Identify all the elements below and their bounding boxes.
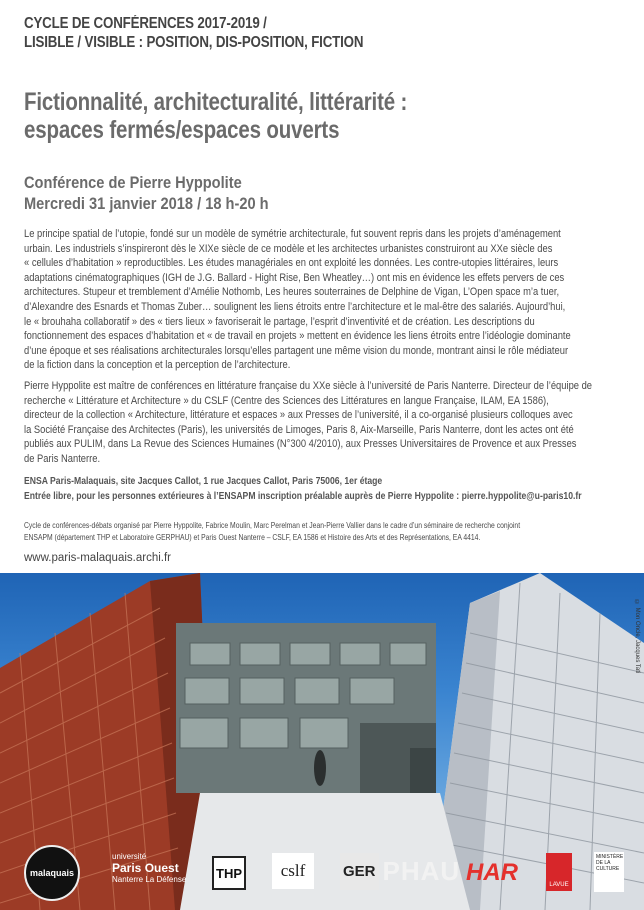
abstract-line: d’Alexandre des Esnards et Thomas Zuber… soulignent les liens étroits entre l’architecture et le mal-être des salariés. Aujourd’hui, <box>24 300 566 313</box>
universite-paris-ouest-logo[interactable] <box>112 852 194 898</box>
cycle-title <box>24 14 540 52</box>
conference-info <box>24 172 454 214</box>
abstract-line: architectures. Stupeur et tremblement d’Amélie Nothomb, Les heures souterraines de Delphine de Vigan, L’Open space m’a tuer, <box>24 286 560 299</box>
abstract-line: le « brouhaha collaboratif » des « tiers lieux » favoriserait le partage, l’esprit d’inventivité et de création. Les descriptions du <box>24 315 535 328</box>
abstract-line: fonctionnement des espaces d’habitation et « de travail en projets » mettent en évidence les liens étroits entre l’idéologie dominante <box>24 330 571 343</box>
ministere-logo-text: MINISTÈRE DE LA CULTURE <box>596 854 624 872</box>
organizers-line: Cycle de conférences-débats organisé par Pierre Hyppolite, Fabrice Moulin, Marc Perelman et Jean-Pierre Vallier dans le cadre d’un séminaire de recherche conjoint <box>24 520 521 530</box>
abstract-line: Le principe spatial de l’utopie, fondé sur un modèle de symétrie architecturale, fut souvent repris dans les projets d’aménagement <box>24 228 561 240</box>
abstract-line: « cellules d’habitation » reproductibles. Les études managériales en ont exploité les données. Les contre-utopies littéraires, leurs <box>24 257 559 270</box>
gerphau-logo-ger: GER <box>340 853 379 890</box>
cslf-logo[interactable] <box>272 853 314 889</box>
page-title-line-2: espaces fermés/espaces ouverts <box>24 116 340 144</box>
malaquais-logo-text: malaquais <box>29 868 75 878</box>
thp-logo[interactable] <box>212 856 246 890</box>
venue-entry: Entrée libre, pour les personnes extérieures à l’ENSAPM inscription préalable auprès de Pierre Hyppolite : pierre.hyppolite@u-paris10.fr <box>24 490 582 502</box>
ministere-culture-logo[interactable] <box>594 852 624 892</box>
page-title-line-1: Fictionnalité, architecturalité, littérarité : <box>24 88 408 116</box>
bio-line: Pierre Hyppolite est maître de conférences en littérature française du XXe siècle à l’université de Paris Nanterre. Directeur de l’équipe de <box>24 380 593 392</box>
organizers-note <box>24 519 624 544</box>
bio-line: directeur de la collection « Architecture, littérature et espaces » aux Presses de l’université, il a co-organisé plusieurs colloques avec <box>24 409 573 422</box>
uparis-logo-small1: université <box>112 852 147 861</box>
abstract-paragraph <box>24 227 626 373</box>
abstract-line: urbain. Les industriels s’inspireront dès le XIXe siècle de ce modèle et les architectes urbanistes construiront au XXe siècle des <box>24 242 553 255</box>
gerphau-logo[interactable] <box>340 850 461 892</box>
lavue-logo[interactable] <box>546 853 572 891</box>
venue-address: ENSA Paris-Malaquais, site Jacques Callot, 1 rue Jacques Callot, Paris 75006, 1er étage <box>24 476 383 487</box>
bio-line: publiés aux PULIM, dans La Revue des Sciences Humaines (N°300 4/2010), aux Presses Universitaires de Provence et aux Presses <box>24 438 577 451</box>
malaquais-logo[interactable] <box>24 845 80 901</box>
thp-logo-text: THP <box>216 865 242 881</box>
abstract-line: d’une époque et ses réalisations architecturales lorsqu’elles partagent une même vision du monde, montrant ainsi le rôle médiateur <box>24 344 569 357</box>
conference-speaker: Conférence de Pierre Hyppolite <box>24 173 242 192</box>
uparis-logo-big: Paris Ouest <box>112 861 179 875</box>
cslf-logo-text: cslf <box>280 861 306 880</box>
bio-paragraph <box>24 379 626 467</box>
lavue-logo-text: LAVUE <box>549 882 569 888</box>
har-logo[interactable] <box>466 856 528 890</box>
bio-line: la Société Française des Architectes (Paris), les universités de Limoges, Paris 8, Aix-Marseille, Paris Nanterre, dont les actes ont été <box>24 423 574 436</box>
bio-line: de Paris Nanterre. <box>24 452 101 465</box>
cycle-title-line-1: CYCLE DE CONFÉRENCES 2017-2019 / <box>24 15 267 32</box>
har-logo-text: HAR <box>466 859 518 886</box>
venue-info <box>24 475 622 504</box>
organizers-line: ENSAPM (département THP et Laboratoire GERPHAU) et Paris Ouest Nanterre – CSLF, EA 1586 et Histoire des Arts et des Représentations, EA 4414. <box>24 532 481 543</box>
cycle-title-line-2: LISIBLE / VISIBLE : POSITION, DIS-POSITION, FICTION <box>24 34 364 51</box>
page-title <box>24 88 532 144</box>
uparis-logo-small2: Nanterre La Défense <box>112 875 187 884</box>
abstract-line: de la fiction dans la conception et la perception de l’architecture. <box>24 359 291 372</box>
conference-date: Mercredi 31 janvier 2018 / 18 h-20 h <box>24 194 269 213</box>
photo-credit: © Mon Oncle, Jacques Tati <box>634 600 640 674</box>
abstract-line: adaptations cinématographiques (IGH de J.G. Ballard - Hight Rise, Ben Wheatley…) ont mis en évidence les effets pervers de ces <box>24 271 565 284</box>
bio-line: recherche « Littérature et Architecture » du CSLF (Centre des Sciences des Littératures en langue Française, ILAM, EA 1586), <box>24 394 549 407</box>
website-link[interactable]: www.paris-malaquais.archi.fr <box>24 552 171 564</box>
gerphau-logo-phau: PHAU <box>382 855 461 886</box>
